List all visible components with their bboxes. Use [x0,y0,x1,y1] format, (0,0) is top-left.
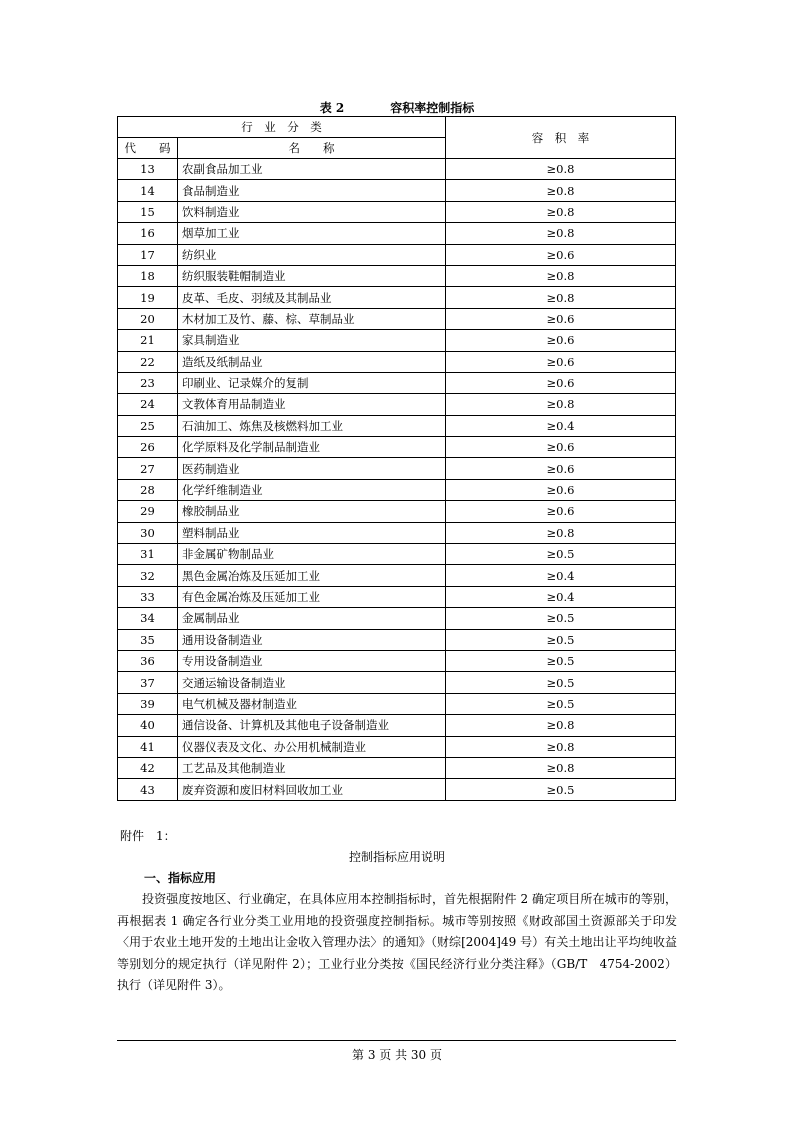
table-row [118,437,676,458]
industry-name-cell: 金属制品业 [178,608,446,629]
industry-name-cell: 文教体育用品制造业 [178,394,446,415]
plot-ratio-cell: ≥0.6 [446,437,676,458]
industry-name-cell: 纺织业 [178,244,446,265]
industry-code-cell: 29 [118,501,178,522]
plot-ratio-cell: ≥0.6 [446,244,676,265]
industry-name-cell: 化学原料及化学制品制造业 [178,437,446,458]
table-row [118,330,676,351]
plot-ratio-cell: ≥0.6 [446,479,676,500]
industry-name-cell: 黑色金属冶炼及压延加工业 [178,565,446,586]
industry-code-cell: 36 [118,650,178,671]
plot-ratio-cell: ≥0.8 [446,394,676,415]
table-row [118,201,676,222]
plot-ratio-cell: ≥0.5 [446,672,676,693]
industry-code-cell: 18 [118,265,178,286]
industry-code-cell: 22 [118,351,178,372]
table-row [118,351,676,372]
industry-code-cell: 13 [118,159,178,180]
industry-code-cell: 15 [118,201,178,222]
industry-code-cell: 33 [118,586,178,607]
industry-code-cell: 31 [118,544,178,565]
plot-ratio-cell: ≥0.6 [446,330,676,351]
industry-code-cell: 32 [118,565,178,586]
industry-name-cell: 印刷业、记录媒介的复制 [178,372,446,393]
page-number: 第 3 页 共 30 页 [352,1048,442,1062]
plot-ratio-cell: ≥0.6 [446,308,676,329]
industry-code-cell: 25 [118,415,178,436]
table-row [118,629,676,650]
industry-name-cell: 有色金属冶炼及压延加工业 [178,586,446,607]
industry-name-cell: 石油加工、炼焦及核燃料加工业 [178,415,446,436]
industry-code-cell: 39 [118,693,178,714]
table-row [118,415,676,436]
industry-code-cell: 30 [118,522,178,543]
plot-ratio-cell: ≥0.4 [446,565,676,586]
industry-name-cell: 家具制造业 [178,330,446,351]
industry-code-cell: 26 [118,437,178,458]
industry-name-cell: 废弃资源和废旧材料回收加工业 [178,779,446,800]
table-row [118,180,676,201]
industry-name-cell: 通信设备、计算机及其他电子设备制造业 [178,715,446,736]
plot-ratio-cell: ≥0.4 [446,586,676,607]
industry-code-cell: 19 [118,287,178,308]
industry-code-cell: 40 [118,715,178,736]
header-code: 代 码 [118,138,178,159]
industry-code-cell: 34 [118,608,178,629]
plot-ratio-cell: ≥0.5 [446,779,676,800]
plot-ratio-cell: ≥0.5 [446,693,676,714]
plot-ratio-table [117,116,676,801]
industry-name-cell: 非金属矿物制品业 [178,544,446,565]
plot-ratio-cell: ≥0.4 [446,415,676,436]
table-row [118,223,676,244]
table-row [118,159,676,180]
industry-code-cell: 35 [118,629,178,650]
industry-name-cell: 橡胶制品业 [178,501,446,522]
plot-ratio-cell: ≥0.6 [446,501,676,522]
header-plot-ratio: 容 积 率 [446,117,676,159]
industry-name-cell: 农副食品加工业 [178,159,446,180]
industry-name-cell: 工艺品及其他制造业 [178,757,446,778]
industry-code-cell: 27 [118,458,178,479]
industry-name-cell: 化学纤维制造业 [178,479,446,500]
table-row [118,479,676,500]
plot-ratio-cell: ≥0.8 [446,180,676,201]
industry-code-cell: 41 [118,736,178,757]
industry-name-cell: 电气机械及器材制造业 [178,693,446,714]
table-row [118,650,676,671]
table-row [118,565,676,586]
industry-name-cell: 仪器仪表及文化、办公用机械制造业 [178,736,446,757]
industry-name-cell: 饮料制造业 [178,201,446,222]
table-row [118,372,676,393]
plot-ratio-cell: ≥0.8 [446,736,676,757]
table-header-row [118,117,676,138]
table-row [118,265,676,286]
industry-code-cell: 24 [118,394,178,415]
table-row [118,715,676,736]
table-row [118,693,676,714]
plot-ratio-cell: ≥0.8 [446,715,676,736]
industry-name-cell: 纺织服装鞋帽制造业 [178,265,446,286]
industry-name-cell: 塑料制品业 [178,522,446,543]
table-row [118,608,676,629]
section-heading: 一、指标应用 [144,871,217,885]
industry-name-cell: 交通运输设备制造业 [178,672,446,693]
table-row [118,522,676,543]
plot-ratio-cell: ≥0.6 [446,458,676,479]
table-row [118,544,676,565]
table-label: 表 2 [319,101,345,115]
header-industry-classification: 行 业 分 类 [118,117,446,138]
annex-paragraph: 投资强度按地区、行业确定，在具体应用本控制指标时，首先根据附件 2 确定项目所在城市的等别，再根据表 1 确定各行业分类工业用地的投资强度控制指标。城市等别按照《财政部国土资源部关于印发〈用于农业土地开发的土地出让金收入管理办法〉的通知》（财综[2004]49 号）有关土地出让平均纯收益等别划分的规定执行（详见附件 2）；工业行业分类按《国民经济行业分类注释》（GB/T 4754-2002）执行（详见附件 3）。 [117,892,677,992]
plot-ratio-cell: ≥0.6 [446,372,676,393]
plot-ratio-cell: ≥0.8 [446,159,676,180]
table-row [118,394,676,415]
table-row [118,244,676,265]
industry-name-cell: 专用设备制造业 [178,650,446,671]
table-row [118,287,676,308]
table-row [118,586,676,607]
plot-ratio-cell: ≥0.5 [446,544,676,565]
table-title: 容积率控制指标 [390,101,475,115]
header-name: 名 称 [178,138,446,159]
industry-name-cell: 食品制造业 [178,180,446,201]
industry-name-cell: 烟草加工业 [178,223,446,244]
industry-code-cell: 14 [118,180,178,201]
table-caption [0,99,794,116]
footer-divider [117,1040,676,1041]
table-row [118,779,676,800]
table-row [118,458,676,479]
table-row [118,308,676,329]
plot-ratio-cell: ≥0.6 [446,351,676,372]
industry-code-cell: 23 [118,372,178,393]
table-row [118,736,676,757]
plot-ratio-cell: ≥0.5 [446,608,676,629]
plot-ratio-cell: ≥0.5 [446,629,676,650]
industry-name-cell: 木材加工及竹、藤、棕、草制品业 [178,308,446,329]
industry-code-cell: 16 [118,223,178,244]
annex-title: 控制指标应用说明 [348,850,445,864]
plot-ratio-cell: ≥0.8 [446,757,676,778]
industry-code-cell: 43 [118,779,178,800]
plot-ratio-cell: ≥0.8 [446,265,676,286]
industry-name-cell: 医药制造业 [178,458,446,479]
industry-code-cell: 20 [118,308,178,329]
plot-ratio-cell: ≥0.8 [446,201,676,222]
industry-code-cell: 42 [118,757,178,778]
table-row [118,672,676,693]
industry-name-cell: 造纸及纸制品业 [178,351,446,372]
industry-code-cell: 28 [118,479,178,500]
industry-code-cell: 37 [118,672,178,693]
table-row [118,757,676,778]
annex-label: 附件 1： [120,829,176,843]
plot-ratio-cell: ≥0.8 [446,223,676,244]
plot-ratio-cell: ≥0.8 [446,522,676,543]
industry-code-cell: 17 [118,244,178,265]
industry-name-cell: 通用设备制造业 [178,629,446,650]
plot-ratio-cell: ≥0.5 [446,650,676,671]
industry-name-cell: 皮革、毛皮、羽绒及其制品业 [178,287,446,308]
plot-ratio-cell: ≥0.8 [446,287,676,308]
industry-code-cell: 21 [118,330,178,351]
table-row [118,501,676,522]
